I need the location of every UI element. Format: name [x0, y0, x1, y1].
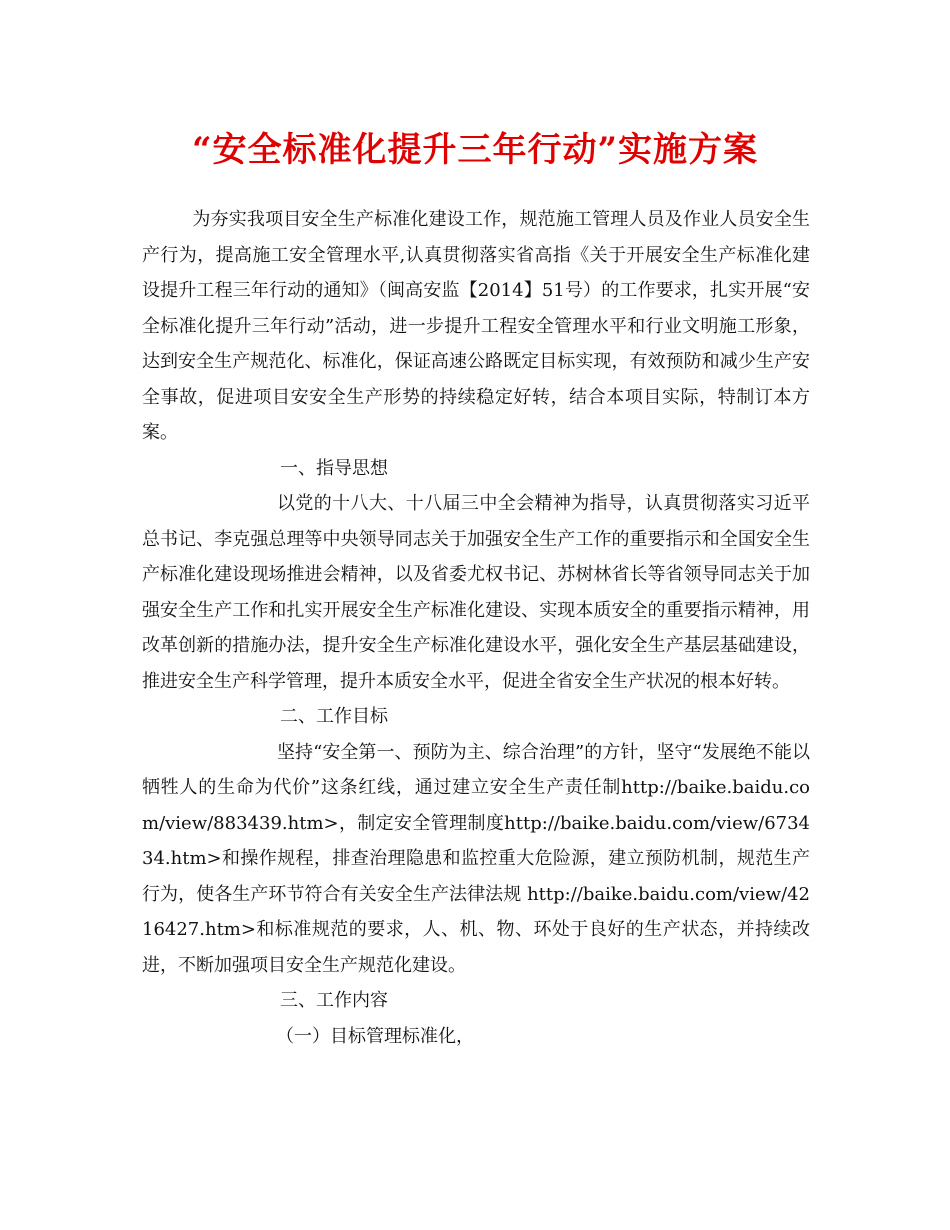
section-heading-work-content: 三、工作内容 [280, 990, 388, 1011]
section-heading-work-goals: 二、工作目标 [280, 706, 388, 727]
work-goals-text-3: 和操作规程，排查治理隐患和监控重大危险源，建立预防机制，规范生产行为，使各生产环节符合有关安全生产法律法规 [142, 848, 810, 905]
reference-url-3: http://baike.baidu.com/view/4216427.htm> [142, 883, 810, 940]
intro-paragraph: 为夯实我项目安全生产标准化建设工作，规范施工管理人员及作业人员安全生产行为，提高施工安全管理水平,认真贯彻落实省高指《关于开展安全生产标准化建设提升工程三年行动的通知》（闽高安监【2014】51号）的工作要求，扎实开展“安全标准化提升三年行动”活动，进一步提升工程安全管理水平和行业文明施工形象，达到安全生产规范化、标准化，保证高速公路既定目标实现，有效预防和减少生产安全事故，促进项目安安全生产形势的持续稳定好转，结合本项目实际，特制订本方案。 [142, 209, 810, 443]
document-title: “安全标准化提升三年行动”实施方案 [191, 130, 759, 170]
work-goals-text-1: 坚持“安全第一、预防为主、综合治理”的方针，坚守“发展绝不能以牺牲人的生命为代价”这条红线，通过建立安全生产责任制 [142, 741, 810, 798]
guiding-ideology-paragraph: 以党的十八大、十八届三中全会精神为指导，认真贯彻落实习近平总书记、李克强总理等中央领导同志关于加强安全生产工作的重要指示和全国安全生产标准化建设现场推进会精神，以及省委尤权书记、苏树林省长等省领导同志关于加强安全生产工作和扎实开展安全生产标准化建设、实现本质安全的重要指示精神，用改革创新的措施办法，提升安全生产标准化建设水平，强化安全生产基层基础建设，推进安全生产科学管理，提升本质安全水平，促进全省安全生产状况的根本好转。 [142, 493, 810, 692]
reference-url-2: http://baike.baidu.com/view/673434.htm> [142, 812, 810, 869]
work-goals-text-2: ，制定安全管理制度 [338, 812, 505, 834]
document-body [142, 202, 810, 1054]
reference-url-1: http://baike.baidu.com/view/883439.htm> [142, 777, 810, 834]
work-goals-text-4: 和标准规范的要求，人、机、物、环处于良好的生产状态，并持续改进，不断加强项目安全生产规范化建设。 [142, 919, 810, 976]
work-goals-paragraph [142, 735, 810, 984]
subsection-heading-goal-management: （一）目标管理标准化， [276, 1025, 474, 1047]
section-heading-guiding-ideology: 一、指导思想 [280, 457, 388, 479]
